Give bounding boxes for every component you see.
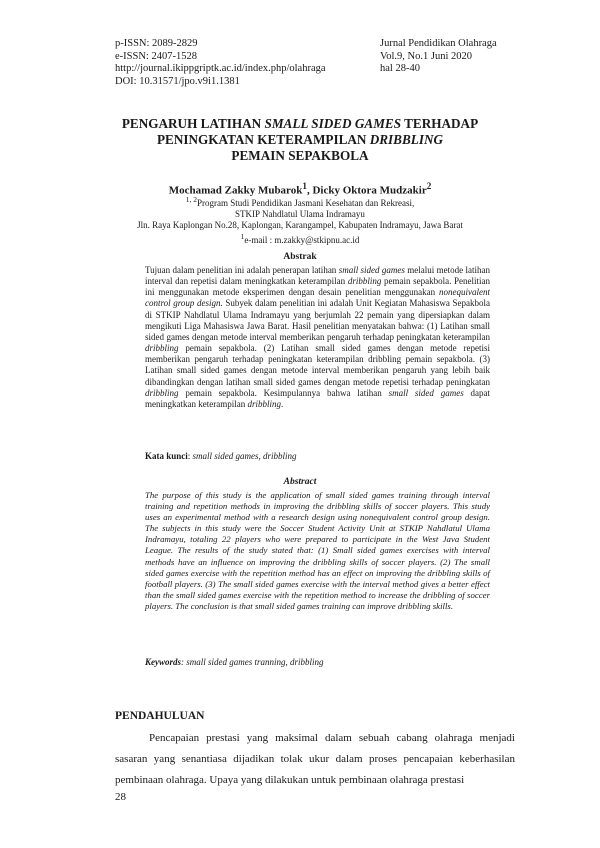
intro-text: Pencapaian prestasi yang maksimal dalam sebuah cabang olahraga menjadi sasaran yang senantiasa dijadikan tolak ukur dalam proses pencapaian keberhasilan pembinaan olahraga. Upaya yang dilakukan untuk pembinaan olahraga prestasi (115, 732, 515, 786)
abstrak-italic: small sided games (338, 265, 405, 275)
kata-kunci-sep: : (187, 451, 193, 461)
email[interactable]: e-mail : m.zakky@stkipnu.ac.id (244, 235, 360, 245)
abstract-heading: Abstract (283, 477, 317, 487)
abstrak-italic: dribbling (247, 398, 281, 409)
affil-line-1: Program Studi Pendidikan Jasmani Kesehatan dan Rekreasi, (197, 198, 415, 208)
title-part: PENINGKATAN KETERAMPILAN (157, 132, 370, 147)
affil-line-2: STKIP Nahdlatul Ulama Indramayu (235, 209, 365, 219)
kata-kunci-value: small sided games, dribbling (192, 451, 297, 461)
abstrak-body (145, 265, 490, 410)
keywords-sep: : (181, 657, 187, 667)
abstrak-text: Subyek dalam penelitian ini adalah Unit Kegiatan Mahasiswa Sepakbola di STKIP Nahdlatul Ulama Indramayu yang berjumlah 22 pemain yang dipersiapkan dalam mengikuti Liga Mahasiswa Jawa Barat. Hasil penelitian menyatakan bahwa: (1) Latihan small sided games dengan metode interval memberikan pengaruh terhadap peningkatan keterampilan (145, 298, 490, 342)
page-number: 28 (115, 791, 126, 803)
keywords-label: Keywords (145, 657, 181, 667)
abstrak-italic: dribbling (347, 276, 382, 287)
abstrak-italic: nonequivalent control group design. (145, 287, 490, 309)
keywords-value: small sided games tranning, dribbling (186, 657, 324, 667)
e-issn: e-ISSN: 2407-1528 (115, 50, 197, 62)
abstrak-text: pemain sepakbola. (2) Latihan small sided games dengan metode repetisi memberikan pengaruh terhadap peningkatan keterampilan dribbling pemain sepakbola. (3) Latihan small sided games dengan metode interval memberikan pengaruh yang lebih baik dibandingkan dengan latihan small sided games dengan metode repetisi terhadap peningkatan (145, 343, 490, 387)
abstrak-italic: small sided games (388, 387, 464, 398)
abstrak-text: melalui metode latihan interval dan repetisi dalam meningkatkan keterampilan (145, 265, 490, 287)
author-2: Dicky Oktora Mudzakir (312, 184, 427, 197)
title-part: TERHADAP (401, 116, 479, 131)
affil-sup: 1, 2 (185, 195, 198, 204)
author-sep: , (306, 184, 313, 197)
email-sup: 1 (240, 232, 245, 241)
kata-kunci-label: Kata kunci (145, 451, 188, 461)
abstrak-text: . (280, 398, 284, 409)
abstrak-text: pemain sepakbola. Kesimpulannya bahwa latihan (178, 387, 389, 398)
title-part: PENGARUH LATIHAN (121, 116, 265, 131)
abstrak-italic: dribbling (145, 343, 179, 354)
paper-title (100, 116, 500, 164)
p-issn: p-ISSN: 2089-2829 (115, 38, 198, 49)
pages: hal 28-40 (380, 63, 420, 74)
journal-url[interactable]: http://journal.ikippgriptk.ac.id/index.php/olahraga (115, 63, 326, 74)
header-left (115, 38, 326, 88)
intro-paragraph (115, 728, 515, 791)
affil-line-3: Jln. Raya Kaplongan No.28, Kaplongan, Karangampel, Kabupaten Indramayu, Jawa Barat (137, 220, 463, 230)
author-1: Mochamad Zakky Mubarok (168, 184, 303, 197)
volume: Vol.9, No.1 Juni 2020 (380, 50, 472, 62)
title-part: PEMAIN SEPAKBOLA (231, 148, 369, 163)
title-italic: DRIBBLING (369, 132, 443, 147)
abstrak-heading: Abstrak (283, 252, 317, 262)
journal-name: Jurnal Pendidikan Olahraga (380, 38, 497, 49)
keywords (145, 657, 490, 667)
kata-kunci (145, 451, 490, 461)
doi[interactable]: DOI: 10.31571/jpo.v9i1.1381 (115, 75, 240, 87)
author-2-sup: 2 (426, 181, 432, 191)
header-right (380, 38, 497, 76)
abstrak-text: Tujuan dalam penelitian ini adalah penerapan latihan (145, 265, 339, 275)
abstrak-text: dapat meningkatkan keterampilan (145, 387, 491, 409)
section-heading: PENDAHULUAN (115, 710, 205, 722)
abstrak-text: pemain sepakbola. Penelitian ini menggunakan metode eksperimen dengan desain penelitian menggunakan (145, 276, 490, 298)
title-italic: SMALL SIDED GAMES (264, 116, 402, 131)
affiliation (100, 194, 500, 246)
abstrak-italic: dribbling (145, 387, 179, 398)
author-1-sup: 1 (302, 181, 307, 191)
abstract-body: The purpose of this study is the application of small sided games training through interval training and repetition methods in improving the dribbling skills of soccer players. This study uses an experimental method with a research design using nonequivalent control group design. The subjects in this study were the Soccer Student Activity Unit at STKIP Nahdlatul Ulama Indramayu, totaling 22 players who were prepared to participate in the West Java Student League. The results of the study stated that: (1) Small sided games exercises with interval methods have an influence on improving the dribbling skills of soccer players. (2) The small sided games exercise with the repetition method has an effect on improving the dribbling skills of football players. (3) The small sided games exercise with the interval method gives a better effect than the small sided games exercise with the repetition method to increase the dribbling of soccer players. The conclusion is that small sided games training can improve dribbling skills. (145, 490, 490, 611)
